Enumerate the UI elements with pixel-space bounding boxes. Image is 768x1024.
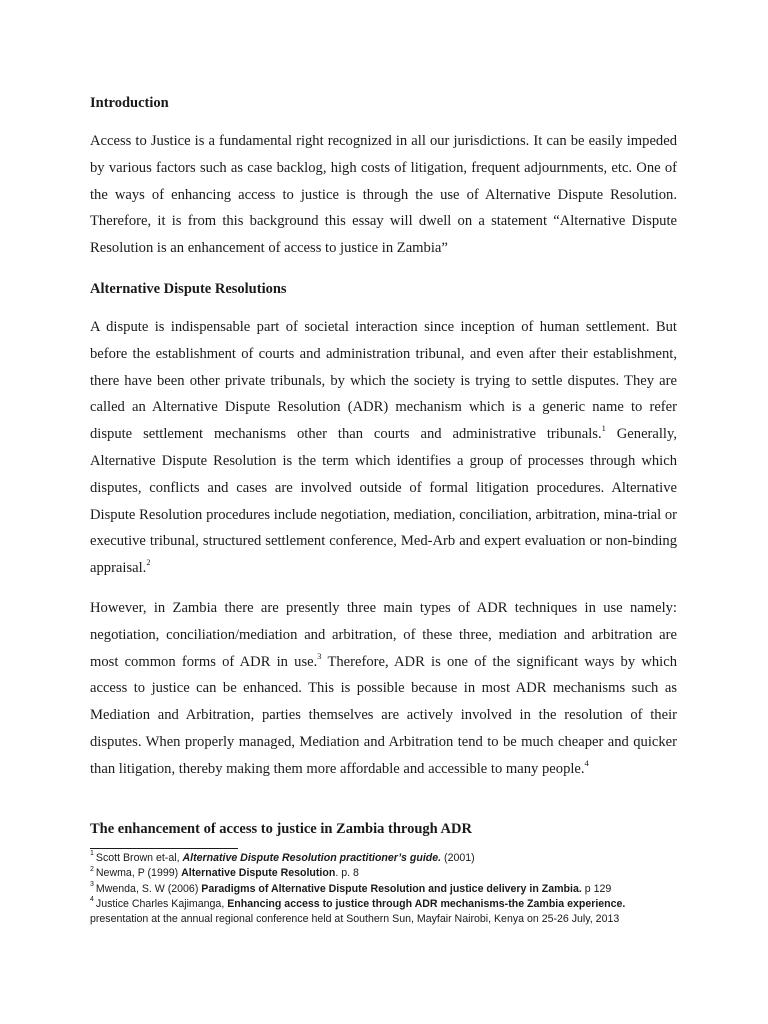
footnote-author: Justice Charles Kajimanga, — [95, 897, 228, 910]
adr-para2-text-a: However, in Zambia there are presently three main types of ADR techniques in use namely: negotiation, conciliation/mediation and arbitration, of these three, mediation and arbitration are most common forms of ADR in use. — [90, 600, 677, 670]
footnote-2 — [90, 866, 690, 881]
footnote-post: . p. 8 — [335, 867, 359, 880]
footnote-number: 4 — [90, 896, 94, 904]
heading-introduction: Introduction — [90, 95, 169, 111]
footnote-post: (2001) — [441, 852, 475, 864]
footnote-author: Newma, P (1999) — [95, 867, 182, 880]
footnote-title: Enhancing access to justice through ADR mechanisms-the Zambia experience. — [227, 897, 626, 910]
adr-para1-text-a: A dispute is indispensable part of societal interaction since inception of human settlement. But before the establishment of courts and administration tribunal, and even after their establishment, there have been other private tribunals, by which the society is trying to settle disputes. They are called an Alternative Dispute Resolution (ADR) mechanism which is a generic name to refer dispute settlement mechanisms other than courts and administrative tribunals. — [90, 319, 677, 443]
footnote-ref-2: 2 — [146, 557, 151, 568]
footnote-separator — [90, 848, 238, 849]
footnote-ref-1: 1 — [601, 423, 606, 434]
footnote-4-continuation: presentation at the annual regional conference held at Southern Sun, Mayfair Nairobi, Kenya on 25-26 July, 2013 — [90, 913, 620, 926]
intro-text: Access to Justice is a fundamental right recognized in all our jurisdictions. It can be easily impeded by various factors such as case backlog, high costs of litigation, frequent adjournments, etc. One of the ways of enhancing access to justice is through the use of Alternative Dispute Resolution. Therefore, it is from this background this essay will dwell on a statement “Alternative Dispute Resolution is an enhancement of access to justice in Zambia” — [90, 133, 677, 257]
footnote-3 — [90, 882, 690, 897]
paragraph-adr-zambia — [90, 595, 677, 783]
footnote-ref-4: 4 — [584, 757, 589, 768]
heading-enhancement-of-access: The enhancement of access to justice in Zambia through ADR — [90, 821, 472, 837]
footnote-author: Mwenda, S. W (2006) — [95, 882, 202, 895]
footnote-1 — [90, 851, 690, 866]
heading-alternative-dispute-resolutions: Alternative Dispute Resolutions — [90, 281, 287, 297]
footnote-number: 2 — [90, 865, 94, 873]
footnote-number: 1 — [90, 850, 94, 858]
footnote-4 — [90, 897, 690, 912]
adr-para1-text-b: Generally, Alternative Dispute Resolution is the term which identifies a group of processes through which disputes, conflicts and cases are involved outside of formal litigation procedures. Alternative Dispute Resolution procedures include negotiation, mediation, conciliation, arbitration, mina-trial or executive tribunal, structured settlement conference, Med-Arb and expert evaluation or non-binding appraisal. — [90, 426, 677, 577]
paragraph-introduction — [90, 128, 677, 262]
footnote-title: Paradigms of Alternative Dispute Resolution and justice delivery in Zambia. — [201, 882, 582, 895]
footnote-ref-3: 3 — [317, 650, 322, 661]
adr-para2-text-b: Therefore, ADR is one of the significant ways by which access to justice can be enhanced. This is possible because in most ADR mechanisms such as Mediation and Arbitration, parties themselves are actively involved in the resolution of their disputes. When properly managed, Mediation and Arbitration tend to be much cheaper and quicker than litigation, thereby making them more affordable and accessible to many people. — [90, 653, 678, 777]
footnote-post: p 129 — [581, 882, 612, 895]
footnote-title: Alternative Dispute Resolution — [181, 867, 336, 880]
footnote-title: Alternative Dispute Resolution practitioner’s guide. — [182, 852, 442, 864]
footnote-author: Scott Brown et-al, — [95, 852, 183, 864]
paragraph-adr-definition — [90, 314, 677, 582]
footnote-number: 3 — [90, 881, 94, 889]
footnotes — [90, 851, 690, 927]
